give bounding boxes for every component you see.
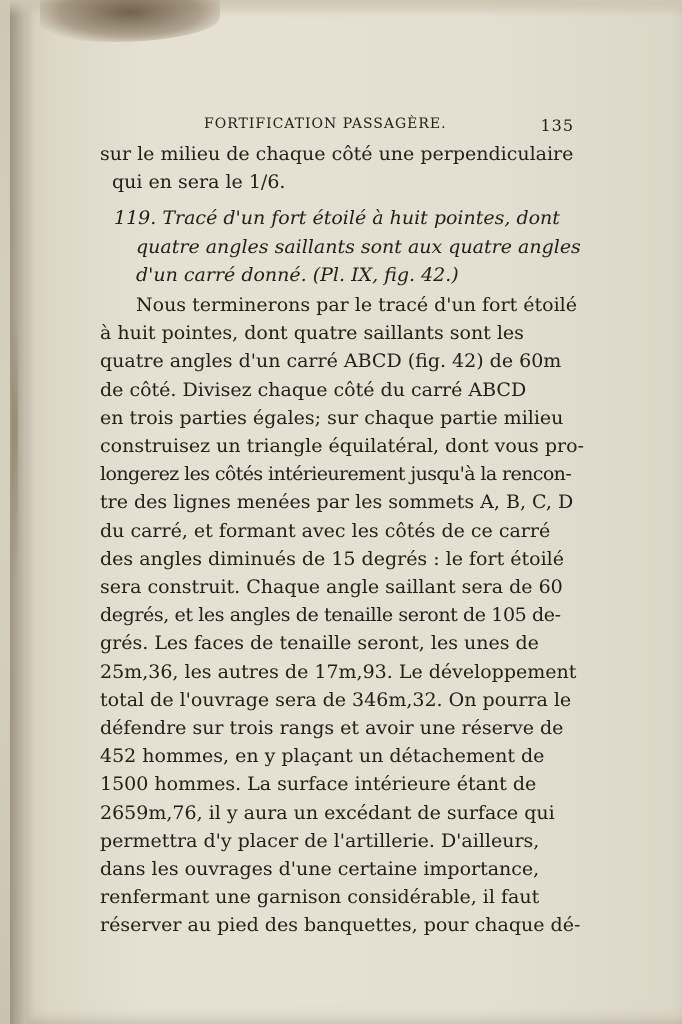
text-line: qui en sera le 1/6. (112, 171, 286, 194)
text-line: longerez les côtés intérieurement jusqu'à la rencon- (100, 463, 572, 486)
text-line: en trois parties égales; sur chaque partie milieu (100, 406, 564, 429)
page-text (100, 110, 584, 940)
text-line: réserver au pied des banquettes, pour chaque dé- (100, 914, 581, 937)
text-line: 25m,36, les autres de 17m,93. Le développement (100, 660, 577, 683)
text-line: degrés, et les angles de tenaille seront de 105 de- (100, 604, 561, 627)
running-title: FORTIFICATION PASSAGÈRE. (204, 116, 447, 132)
running-header (100, 110, 580, 140)
text-line: 452 hommes, en y plaçant un détachement de (100, 745, 545, 768)
text-line: 2659m,76, il y aura un excédant de surface qui (100, 801, 555, 824)
text-line: renfermant une garnison considérable, il faut (100, 886, 540, 909)
text-line: du carré, et formant avec les côtés de ce carré (100, 519, 551, 542)
body-paragraph (100, 291, 584, 940)
text-line: défendre sur trois rangs et avoir une réserve de (100, 717, 564, 740)
heading-line: 119. Tracé d'un fort étoilé à huit pointes, dont (114, 207, 560, 230)
heading-line: d'un carré donné. (Pl. IX, fig. 42.) (136, 263, 459, 286)
text-line: sur le milieu de chaque côté une perpendiculaire (100, 143, 574, 165)
text-line: 1500 hommes. La surface intérieure étant de (100, 773, 537, 796)
text-line: quatre angles d'un carré ABCD (fig. 42) de 60m (100, 350, 562, 373)
text-line: des angles diminués de 15 degrés : le fort étoilé (100, 547, 564, 570)
text-line: sera construit. Chaque angle saillant sera de 60 (100, 576, 563, 599)
text-line: permettra d'y placer de l'artillerie. D'ailleurs, (100, 829, 540, 852)
text-line: de côté. Divisez chaque côté du carré ABCD (100, 378, 527, 401)
continuation-text (100, 140, 580, 196)
margin-wear (12, 320, 18, 580)
text-line: Nous terminerons par le tracé d'un fort étoilé (136, 294, 577, 317)
text-line: grés. Les faces de tenaille seront, les unes de (100, 632, 539, 655)
text-line: construisez un triangle équilatéral, dont vous pro- (100, 435, 584, 458)
section-heading (100, 204, 580, 289)
page-number: 135 (540, 116, 574, 135)
text-line: tre des lignes menées par les sommets A, B, C, D (100, 491, 574, 514)
heading-line: quatre angles saillants sont aux quatre angles (136, 235, 581, 258)
text-line: total de l'ouvrage sera de 346m,32. On pourra le (100, 688, 572, 711)
text-line: à huit pointes, dont quatre saillants sont les (100, 322, 524, 345)
text-line: dans les ouvrages d'une certaine importance, (100, 858, 540, 881)
